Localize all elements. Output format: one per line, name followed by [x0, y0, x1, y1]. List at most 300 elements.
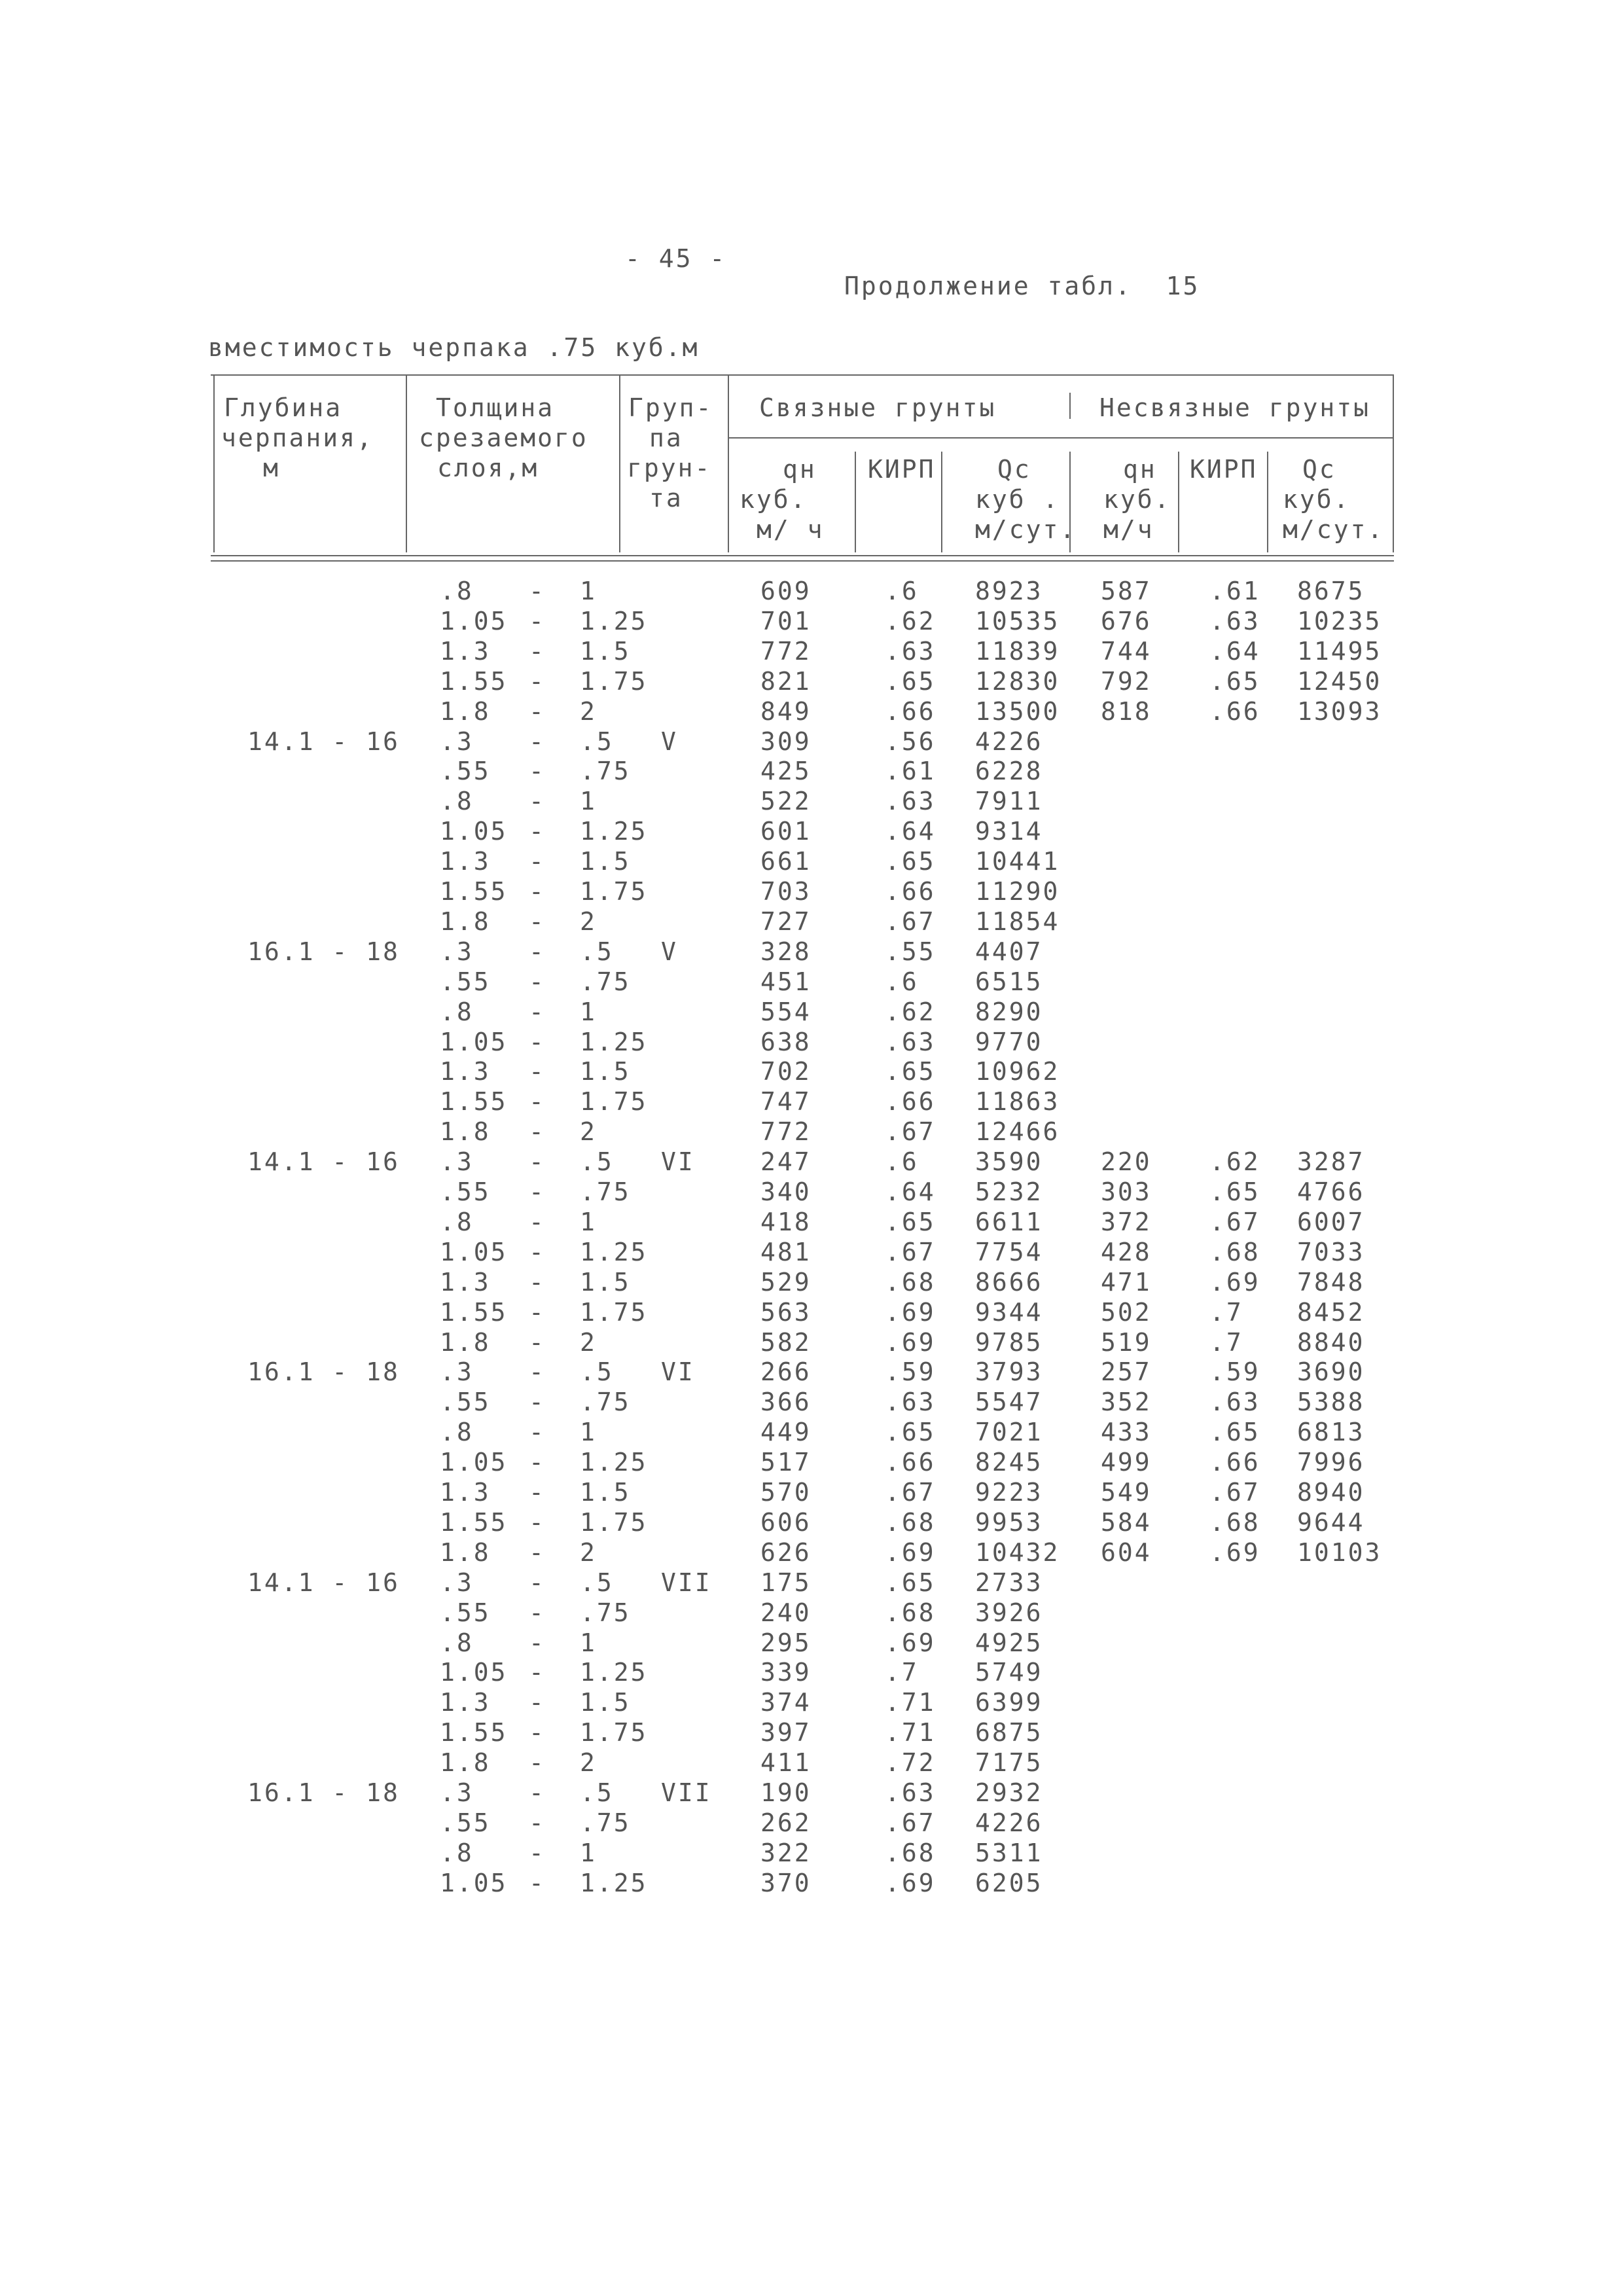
cell-qc: 7175 [975, 1748, 1043, 1777]
cell-kirp: .68 [885, 1598, 936, 1627]
cell-qc: 5311 [975, 1839, 1043, 1867]
range-dash: - [529, 697, 546, 726]
cell-qn: 702 [760, 1057, 812, 1086]
cell-t2: 1.75 [580, 1087, 648, 1116]
cell-kirp2: .7 [1209, 1328, 1243, 1357]
range-dash: - [529, 1087, 546, 1116]
cell-t2: 1.75 [580, 1298, 648, 1327]
cell-qn: 295 [760, 1628, 812, 1657]
header-group-rule [729, 437, 1394, 439]
range-dash: - [529, 1478, 546, 1507]
header-group-line-1: Груп- [628, 393, 713, 422]
cell-kirp2: .66 [1209, 697, 1260, 726]
cell-group: V [661, 937, 678, 966]
cell-qn: 747 [760, 1087, 812, 1116]
cell-kirp: .6 [885, 1147, 919, 1176]
cell-qn: 425 [760, 757, 812, 785]
cell-t1: 1.05 [440, 1238, 508, 1266]
range-dash: - [529, 1778, 546, 1807]
cell-qc: 3926 [975, 1598, 1043, 1627]
cell-t2: 1.25 [580, 1869, 648, 1897]
cell-t2: 1.5 [580, 1478, 631, 1507]
cell-t1: 1.8 [440, 1117, 491, 1146]
cell-t2: 1 [580, 577, 597, 605]
cell-qn: 175 [760, 1568, 812, 1597]
cell-qc2: 4766 [1297, 1177, 1365, 1206]
cell-qc: 8666 [975, 1268, 1043, 1297]
cell-t1: .55 [440, 757, 491, 785]
cell-qc2: 8940 [1297, 1478, 1365, 1507]
cell-t1: .55 [440, 1598, 491, 1627]
header-vrule-group [728, 374, 729, 552]
cell-t1: .8 [440, 997, 474, 1026]
cell-t2: .75 [580, 967, 631, 996]
cell-qn: 772 [760, 637, 812, 666]
cell-t2: 2 [580, 1748, 597, 1777]
cell-qc2: 10235 [1297, 607, 1382, 636]
cell-depth: 14.1 - 16 [247, 1568, 400, 1597]
cell-kirp: .71 [885, 1718, 936, 1747]
cell-qn2: 549 [1101, 1478, 1152, 1507]
cell-kirp: .68 [885, 1508, 936, 1537]
cell-t2: 2 [580, 1117, 597, 1146]
cell-t1: .3 [440, 1568, 474, 1597]
cell-qn2: 352 [1101, 1388, 1152, 1416]
range-dash: - [529, 817, 546, 846]
cell-qn2: 428 [1101, 1238, 1152, 1266]
cell-kirp: .55 [885, 937, 936, 966]
cell-qn: 849 [760, 697, 812, 726]
cell-t1: 1.05 [440, 1869, 508, 1897]
header-vrule-right [1393, 374, 1394, 552]
range-dash: - [529, 1869, 546, 1897]
cell-kirp: .63 [885, 637, 936, 666]
cell-t1: .8 [440, 1208, 474, 1236]
cell-qc2: 7033 [1297, 1238, 1365, 1266]
cell-qc: 10432 [975, 1538, 1060, 1567]
cell-kirp: .69 [885, 1538, 936, 1567]
range-dash: - [529, 1418, 546, 1446]
cell-qn: 701 [760, 607, 812, 636]
cell-qc: 9344 [975, 1298, 1043, 1327]
cell-qc: 11863 [975, 1087, 1060, 1116]
range-dash: - [529, 637, 546, 666]
cell-t1: 1.55 [440, 877, 508, 906]
cell-kirp: .66 [885, 1448, 936, 1477]
cell-t2: 2 [580, 907, 597, 936]
cell-t1: 1.3 [440, 637, 491, 666]
cell-qc2: 10103 [1297, 1538, 1382, 1567]
header-bottom-rule-1 [211, 555, 1394, 556]
range-dash: - [529, 907, 546, 936]
header-qc2-line-1: Qс [1302, 455, 1336, 484]
cell-kirp: .72 [885, 1748, 936, 1777]
header-qc-line-2: куб . [975, 485, 1060, 514]
cell-t2: 1.75 [580, 1718, 648, 1747]
range-dash: - [529, 757, 546, 785]
cell-t1: .8 [440, 1628, 474, 1657]
cell-kirp: .69 [885, 1298, 936, 1327]
cell-qn: 449 [760, 1418, 812, 1446]
cell-qn2: 372 [1101, 1208, 1152, 1236]
header-vrule-qn2 [1178, 452, 1179, 552]
cell-qc: 6228 [975, 757, 1043, 785]
cell-qc: 9314 [975, 817, 1043, 846]
cell-depth: 16.1 - 18 [247, 1357, 400, 1386]
header-qn-line-3: м/ ч [757, 515, 825, 544]
cell-qc: 8290 [975, 997, 1043, 1026]
cell-t1: .3 [440, 1778, 474, 1807]
cell-kirp: .69 [885, 1328, 936, 1357]
cell-qc2: 7848 [1297, 1268, 1365, 1297]
cell-qc2: 3287 [1297, 1147, 1365, 1176]
header-qn-line-2: куб. [740, 485, 808, 514]
cell-t2: 1.75 [580, 877, 648, 906]
cell-t2: 1.25 [580, 1028, 648, 1056]
cell-t2: 1.5 [580, 1057, 631, 1086]
cell-kirp: .6 [885, 967, 919, 996]
cell-qn2: 792 [1101, 667, 1152, 696]
cell-t1: 1.55 [440, 1718, 508, 1747]
cell-depth: 14.1 - 16 [247, 1147, 400, 1176]
range-dash: - [529, 1298, 546, 1327]
cell-qc2: 8675 [1297, 577, 1365, 605]
cell-kirp: .67 [885, 907, 936, 936]
cell-qc: 7021 [975, 1418, 1043, 1446]
cell-kirp: .67 [885, 1117, 936, 1146]
cell-kirp: .66 [885, 877, 936, 906]
cell-kirp: .59 [885, 1357, 936, 1386]
header-qn2-line-2: куб. [1103, 485, 1171, 514]
cell-t1: 1.05 [440, 607, 508, 636]
cell-kirp: .68 [885, 1839, 936, 1867]
header-depth-line-2: черпания, [221, 423, 374, 452]
cell-kirp: .65 [885, 847, 936, 876]
cell-qc: 4925 [975, 1628, 1043, 1657]
cell-t1: .8 [440, 577, 474, 605]
cell-qn: 517 [760, 1448, 812, 1477]
cell-qn2: 587 [1101, 577, 1152, 605]
cell-t2: .75 [580, 1808, 631, 1837]
header-kirp2: КИРП [1190, 455, 1258, 484]
cell-qn: 328 [760, 937, 812, 966]
cell-group: VII [661, 1568, 712, 1597]
cell-t1: .55 [440, 1177, 491, 1206]
cell-kirp: .56 [885, 727, 936, 756]
cell-t1: 1.3 [440, 1057, 491, 1086]
cell-t1: 1.8 [440, 1748, 491, 1777]
cell-t1: 1.55 [440, 1298, 508, 1327]
cell-group: VII [661, 1778, 712, 1807]
cell-t1: .8 [440, 1418, 474, 1446]
cell-t2: .75 [580, 1388, 631, 1416]
range-dash: - [529, 1328, 546, 1357]
cell-qc: 12830 [975, 667, 1060, 696]
header-depth-line-3: м [263, 454, 280, 482]
table-caption: вместимость черпака .75 куб.м [208, 333, 700, 362]
header-vrule-mid-top [1069, 393, 1071, 419]
cell-qc2: 11495 [1297, 637, 1382, 666]
header-qc-line-3: м/сут. [975, 515, 1077, 544]
cell-qc: 9770 [975, 1028, 1043, 1056]
cell-qc: 5232 [975, 1177, 1043, 1206]
range-dash: - [529, 1628, 546, 1657]
cell-kirp2: .63 [1209, 607, 1260, 636]
header-vrule-kirp [941, 452, 942, 552]
range-dash: - [529, 1357, 546, 1386]
cell-qn: 601 [760, 817, 812, 846]
cell-qc: 11839 [975, 637, 1060, 666]
header-qn2-line-1: qн [1123, 455, 1157, 484]
header-group-line-2: па [649, 423, 683, 452]
cell-kirp2: .65 [1209, 1177, 1260, 1206]
cell-kirp: .63 [885, 1388, 936, 1416]
cell-t1: 1.8 [440, 1538, 491, 1567]
cell-qn: 582 [760, 1328, 812, 1357]
cell-qc: 9223 [975, 1478, 1043, 1507]
cell-kirp: .62 [885, 607, 936, 636]
cell-kirp: .65 [885, 1057, 936, 1086]
cell-t1: 1.05 [440, 1658, 508, 1687]
cell-qc: 11854 [975, 907, 1060, 936]
range-dash: - [529, 1598, 546, 1627]
header-vrule-left [213, 374, 215, 552]
cell-qc: 6399 [975, 1688, 1043, 1717]
cell-t2: 1.5 [580, 847, 631, 876]
cell-kirp: .65 [885, 667, 936, 696]
cell-t1: 1.8 [440, 697, 491, 726]
cell-qn: 821 [760, 667, 812, 696]
header-group-line-3: грун- [627, 454, 712, 482]
header-qc2-line-3: м/сут. [1283, 515, 1385, 544]
cell-t2: .75 [580, 1598, 631, 1627]
cell-kirp2: .7 [1209, 1298, 1243, 1327]
cell-kirp2: .69 [1209, 1538, 1260, 1567]
cell-kirp: .65 [885, 1208, 936, 1236]
cell-kirp: .7 [885, 1658, 919, 1687]
range-dash: - [529, 847, 546, 876]
cell-t1: .55 [440, 1388, 491, 1416]
cell-t1: 1.8 [440, 1328, 491, 1357]
cell-qn2: 584 [1101, 1508, 1152, 1537]
cell-qc: 8923 [975, 577, 1043, 605]
cell-t2: 1 [580, 997, 597, 1026]
cell-t2: 1 [580, 1208, 597, 1236]
cell-kirp2: .61 [1209, 577, 1260, 605]
cell-qc: 11290 [975, 877, 1060, 906]
cell-kirp: .69 [885, 1869, 936, 1897]
cell-qn: 609 [760, 577, 812, 605]
header-qc2-line-2: куб. [1283, 485, 1351, 514]
cell-t2: 1.25 [580, 607, 648, 636]
cell-qn: 570 [760, 1478, 812, 1507]
cell-qn2: 433 [1101, 1418, 1152, 1446]
cell-kirp2: .66 [1209, 1448, 1260, 1477]
cell-t2: 1.5 [580, 1268, 631, 1297]
cell-t1: 1.05 [440, 1448, 508, 1477]
cell-qc2: 3690 [1297, 1357, 1365, 1386]
cell-t2: 1.75 [580, 667, 648, 696]
cell-group: VI [661, 1357, 695, 1386]
cell-qn: 374 [760, 1688, 812, 1717]
cell-t1: .3 [440, 1147, 474, 1176]
cell-qc: 6611 [975, 1208, 1043, 1236]
cell-qn2: 818 [1101, 697, 1152, 726]
cell-qn: 626 [760, 1538, 812, 1567]
cell-qc: 12466 [975, 1117, 1060, 1146]
cell-depth: 16.1 - 18 [247, 937, 400, 966]
cell-t2: 1.5 [580, 1688, 631, 1717]
range-dash: - [529, 787, 546, 816]
cell-qn: 262 [760, 1808, 812, 1837]
range-dash: - [529, 1538, 546, 1567]
cell-depth: 16.1 - 18 [247, 1778, 400, 1807]
cell-qc: 10962 [975, 1057, 1060, 1086]
cell-group: VI [661, 1147, 695, 1176]
cell-kirp: .63 [885, 1028, 936, 1056]
cell-qn: 411 [760, 1748, 812, 1777]
cell-t2: 1.75 [580, 1508, 648, 1537]
range-dash: - [529, 1658, 546, 1687]
cell-qc: 3590 [975, 1147, 1043, 1176]
range-dash: - [529, 1388, 546, 1416]
cell-kirp2: .68 [1209, 1238, 1260, 1266]
cell-t1: 1.8 [440, 907, 491, 936]
cell-kirp: .6 [885, 577, 919, 605]
cell-qc2: 8452 [1297, 1298, 1365, 1327]
cell-t1: 1.55 [440, 1087, 508, 1116]
header-qn2-line-3: м/ч [1103, 515, 1154, 544]
range-dash: - [529, 937, 546, 966]
cell-qn: 772 [760, 1117, 812, 1146]
cell-qc: 4407 [975, 937, 1043, 966]
cell-t1: 1.3 [440, 1268, 491, 1297]
range-dash: - [529, 577, 546, 605]
range-dash: - [529, 667, 546, 696]
cell-qc2: 5388 [1297, 1388, 1365, 1416]
cell-qn2: 502 [1101, 1298, 1152, 1327]
cell-kirp: .65 [885, 1418, 936, 1446]
cell-kirp: .65 [885, 1568, 936, 1597]
range-dash: - [529, 607, 546, 636]
cell-qn: 418 [760, 1208, 812, 1236]
range-dash: - [529, 1508, 546, 1537]
cell-t1: .3 [440, 727, 474, 756]
cell-t2: 1 [580, 1418, 597, 1446]
header-thickness-line-3: слоя,м [437, 454, 539, 482]
cell-t1: .8 [440, 787, 474, 816]
header-noncohesive-soils: Несвязные грунты [1099, 393, 1371, 422]
cell-kirp: .67 [885, 1238, 936, 1266]
range-dash: - [529, 1808, 546, 1837]
cell-qc2: 8840 [1297, 1328, 1365, 1357]
cell-t1: 1.05 [440, 1028, 508, 1056]
range-dash: - [529, 877, 546, 906]
cell-kirp: .68 [885, 1268, 936, 1297]
cell-qn: 322 [760, 1839, 812, 1867]
cell-kirp2: .65 [1209, 1418, 1260, 1446]
cell-qc: 10535 [975, 607, 1060, 636]
cell-qc: 4226 [975, 727, 1043, 756]
cell-kirp: .62 [885, 997, 936, 1026]
cell-qn2: 303 [1101, 1177, 1152, 1206]
cell-depth: 14.1 - 16 [247, 727, 400, 756]
header-qc-line-1: Qс [997, 455, 1031, 484]
table-continuation: Продолжение табл. 15 [844, 272, 1200, 300]
header-thickness-line-1: Толщина [436, 393, 555, 422]
cell-t2: .75 [580, 1177, 631, 1206]
cell-qn: 554 [760, 997, 812, 1026]
cell-qn2: 257 [1101, 1357, 1152, 1386]
cell-qn: 661 [760, 847, 812, 876]
cell-qc: 5749 [975, 1658, 1043, 1687]
cell-kirp: .64 [885, 817, 936, 846]
cell-qn: 529 [760, 1268, 812, 1297]
cell-kirp: .63 [885, 787, 936, 816]
cell-kirp: .64 [885, 1177, 936, 1206]
cell-qn2: 499 [1101, 1448, 1152, 1477]
cell-qc: 7754 [975, 1238, 1043, 1266]
cell-kirp: .61 [885, 757, 936, 785]
range-dash: - [529, 1238, 546, 1266]
header-vrule-thickness [619, 374, 620, 552]
cell-t1: .55 [440, 967, 491, 996]
cell-qc2: 13093 [1297, 697, 1382, 726]
cell-kirp2: .63 [1209, 1388, 1260, 1416]
cell-kirp2: .64 [1209, 637, 1260, 666]
cell-qn: 366 [760, 1388, 812, 1416]
cell-qc: 3793 [975, 1357, 1043, 1386]
cell-qc: 8245 [975, 1448, 1043, 1477]
cell-t2: 1.25 [580, 817, 648, 846]
range-dash: - [529, 1208, 546, 1236]
cell-t1: .3 [440, 937, 474, 966]
header-group-line-4: та [649, 484, 683, 512]
cell-kirp: .67 [885, 1808, 936, 1837]
cell-group: V [661, 727, 678, 756]
cell-qn: 606 [760, 1508, 812, 1537]
cell-t2: .5 [580, 937, 614, 966]
cell-qn: 339 [760, 1658, 812, 1687]
cell-qc: 9953 [975, 1508, 1043, 1537]
header-qn-line-1: qн [783, 455, 817, 484]
cell-kirp2: .67 [1209, 1208, 1260, 1236]
cell-qn2: 519 [1101, 1328, 1152, 1357]
range-dash: - [529, 1748, 546, 1777]
range-dash: - [529, 1057, 546, 1086]
cell-kirp2: .62 [1209, 1147, 1260, 1176]
cell-qn: 638 [760, 1028, 812, 1056]
cell-qn: 247 [760, 1147, 812, 1176]
cell-t2: .5 [580, 727, 614, 756]
range-dash: - [529, 1177, 546, 1206]
cell-kirp: .69 [885, 1628, 936, 1657]
cell-t1: .3 [440, 1357, 474, 1386]
cell-t1: 1.05 [440, 817, 508, 846]
cell-kirp2: .68 [1209, 1508, 1260, 1537]
cell-qn: 397 [760, 1718, 812, 1747]
header-vrule-depth [406, 374, 407, 552]
range-dash: - [529, 1147, 546, 1176]
cell-qc2: 7996 [1297, 1448, 1365, 1477]
cell-qn: 340 [760, 1177, 812, 1206]
cell-t2: 2 [580, 1328, 597, 1357]
cell-t1: .8 [440, 1839, 474, 1867]
cell-t1: 1.55 [440, 1508, 508, 1537]
cell-kirp: .67 [885, 1478, 936, 1507]
cell-qc: 10441 [975, 847, 1060, 876]
cell-qc: 2932 [975, 1778, 1043, 1807]
